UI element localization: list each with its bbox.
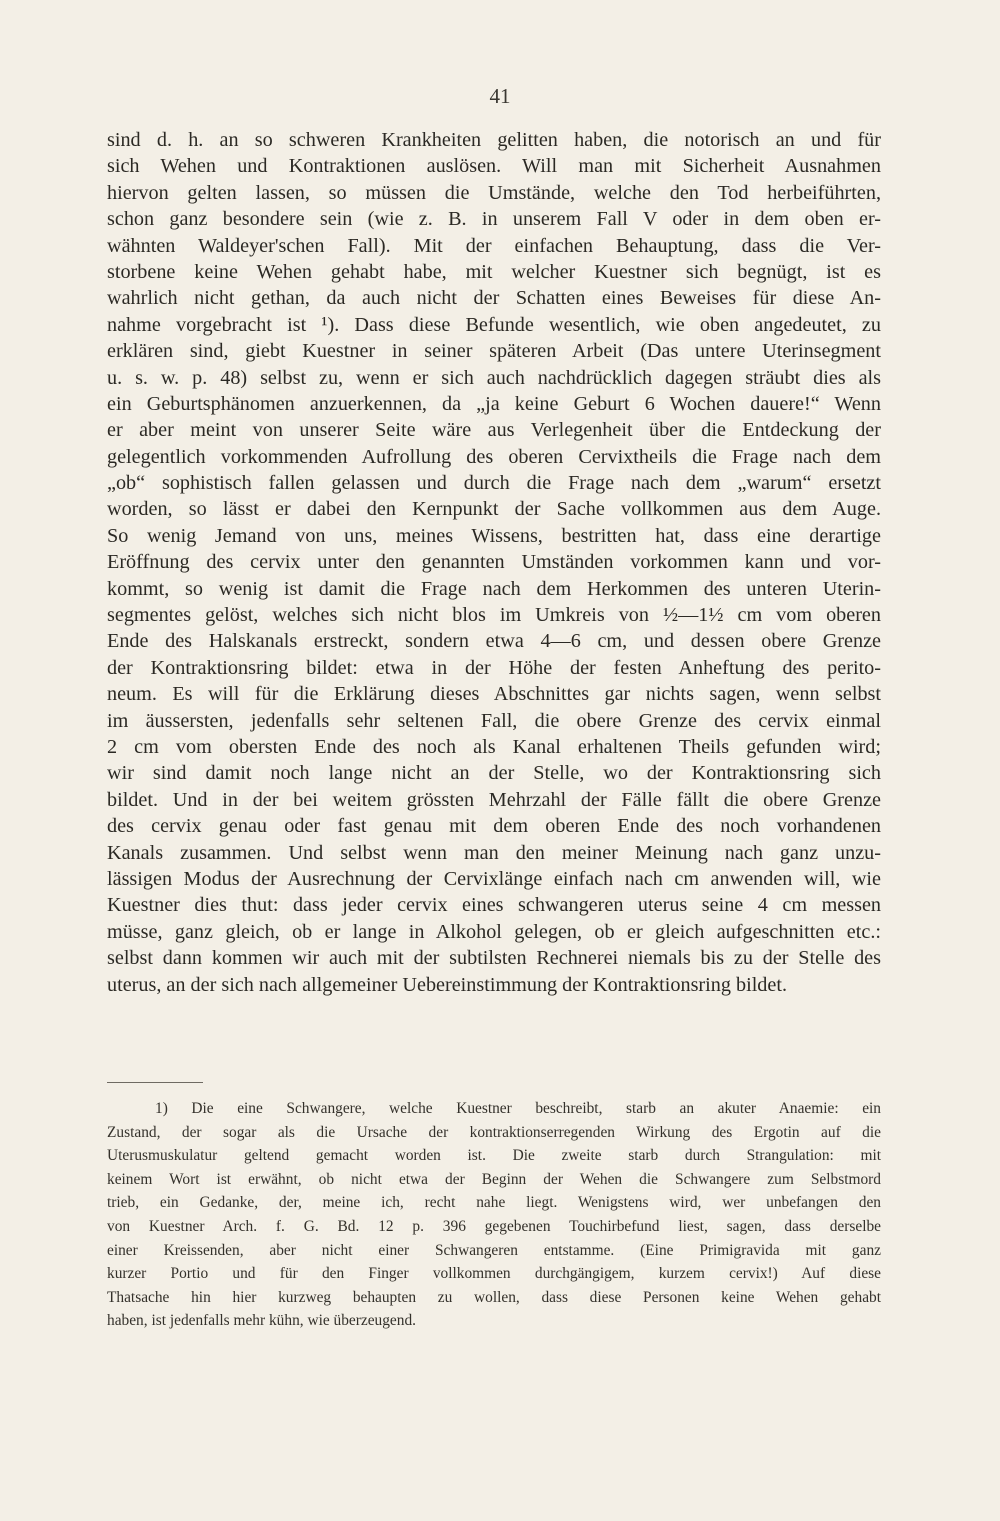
text-line: des cervix genau oder fast genau mit dem oberen Ende des noch vorhandenen xyxy=(107,815,881,838)
footnote-line: kurzer Portio und für den Finger vollkommen durchgängigem, kurzem cervix!) Auf diese xyxy=(107,1265,881,1283)
text-line: u. s. w. p. 48) selbst zu, wenn er sich auch nachdrücklich dagegen sträubt dies als xyxy=(107,366,881,389)
footnote-line: keinem Wort ist erwähnt, ob nicht etwa der Beginn der Wehen die Schwangere zum Selbstmord xyxy=(107,1170,881,1188)
text-line: selbst dann kommen wir auch mit der subtilsten Rechnerei niemals bis zu der Stelle des xyxy=(107,947,881,970)
footnote-line: trieb, ein Gedanke, der, meine ich, recht nahe liegt. Wenigstens wird, wer unbefangen den xyxy=(107,1194,881,1212)
footnote-line: Uterusmuskulatur geltend gemacht worden ist. Die zweite starb durch Strangulation: mit xyxy=(107,1147,881,1165)
text-line: müsse, ganz gleich, ob er lange in Alkohol gelegen, ob er gleich aufgeschnitten etc.: xyxy=(107,920,881,943)
footnote-line: haben, ist jedenfalls mehr kühn, wie überzeugend. xyxy=(107,1312,416,1330)
text-line: kommt, so wenig ist damit die Frage nach dem Herkommen des unteren Uterin- xyxy=(107,577,881,600)
text-line: sind d. h. an so schweren Krankheiten gelitten haben, die notorisch an und für xyxy=(107,129,881,151)
text-line: Eröffnung des cervix unter den genannten Umständen vorkommen kann und vor- xyxy=(107,551,881,574)
text-line: wahrlich nicht gethan, da auch nicht der Schatten eines Beweises für diese An- xyxy=(107,287,881,310)
footnote-separator xyxy=(107,1082,203,1083)
text-line: neum. Es will für die Erklärung dieses Abschnittes gar nichts sagen, wenn selbst xyxy=(107,683,881,706)
footnote-line: 1) Die eine Schwangere, welche Kuestner beschreibt, starb an akuter Anaemie: ein xyxy=(155,1100,881,1117)
text-line: bildet. Und in der bei weitem grössten Mehrzahl der Fälle fällt die obere Grenze xyxy=(107,788,881,811)
text-line: 2 cm vom obersten Ende des noch als Kanal erhaltenen Theils gefunden wird; xyxy=(107,735,881,758)
text-line: storbene keine Wehen gehabt habe, mit welcher Kuestner sich begnügt, ist es xyxy=(107,260,881,283)
footnote-line: Zustand, der sogar als die Ursache der kontraktionserregenden Wirkung des Ergotin auf die xyxy=(107,1123,881,1141)
text-line: wir sind damit noch lange nicht an der Stelle, wo der Kontraktionsring sich xyxy=(107,762,881,785)
footnote-line: von Kuestner Arch. f. G. Bd. 12 p. 396 gegebenen Touchirbefund liest, sagen, dass derselbe xyxy=(107,1217,881,1235)
text-line: „ob“ sophistisch fallen gelassen und durch die Frage nach dem „warum“ ersetzt xyxy=(107,472,881,495)
footnote-line: Thatsache hin hier kurzweg behaupten zu wollen, dass diese Personen keine Wehen gehabt xyxy=(107,1288,881,1306)
text-line: wähnten Waldeyer'schen Fall). Mit der einfachen Behauptung, dass die Ver- xyxy=(107,234,881,257)
text-line: nahme vorgebracht ist ¹). Dass diese Befunde wesentlich, wie oben angedeutet, zu xyxy=(107,313,881,336)
text-line: der Kontraktionsring bildet: etwa in der Höhe der festen Anheftung des perito- xyxy=(107,656,881,679)
text-line: segmentes gelöst, welches sich nicht blos im Umkreis von ½—1½ cm vom oberen xyxy=(107,604,881,627)
text-line: Kanals zusammen. Und selbst wenn man den meiner Meinung nach ganz unzu- xyxy=(107,841,881,864)
text-line: uterus, an der sich nach allgemeiner Uebereinstimmung der Kontraktionsring bildet. xyxy=(107,973,788,996)
text-line: worden, so lässt er dabei den Kernpunkt der Sache vollkommen aus dem Auge. xyxy=(107,498,881,521)
page-number: 41 xyxy=(489,84,511,108)
footnote-line: einer Kreissenden, aber nicht einer Schwangeren entstamme. (Eine Primigravida mit ganz xyxy=(107,1241,881,1259)
text-line: schon ganz besondere sein (wie z. B. in unserem Fall V oder in dem oben er- xyxy=(107,208,881,231)
text-line: im äussersten, jedenfalls sehr seltenen Fall, die obere Grenze des cervix einmal xyxy=(107,709,881,732)
body-text xyxy=(107,127,881,998)
text-line: gelegentlich vorkommenden Aufrollung des oberen Cervixtheils die Frage nach dem xyxy=(107,445,881,468)
text-line: erklären sind, giebt Kuestner in seiner späteren Arbeit (Das untere Uterinsegment xyxy=(107,340,881,363)
footnotes xyxy=(107,1097,881,1333)
text-line: lässigen Modus der Ausrechnung der Cervixlänge einfach nach cm anwenden will, wie xyxy=(107,867,881,890)
text-line: So wenig Jemand von uns, meines Wissens, bestritten hat, dass eine derartige xyxy=(107,524,881,547)
text-line: Kuestner dies thut: dass jeder cervix eines schwangeren uterus seine 4 cm messen xyxy=(107,894,881,917)
text-line: ein Geburtsphänomen anzuerkennen, da „ja keine Geburt 6 Wochen dauere!“ Wenn xyxy=(107,392,881,415)
text-line: hiervon gelten lassen, so müssen die Umstände, welche den Tod herbeiführten, xyxy=(107,181,881,204)
text-line: Ende des Halskanals erstreckt, sondern etwa 4—6 cm, und dessen obere Grenze xyxy=(107,630,881,653)
text-line: sich Wehen und Kontraktionen auslösen. Will man mit Sicherheit Ausnahmen xyxy=(107,155,881,178)
text-line: er aber meint von unserer Seite wäre aus Verlegenheit über die Entdeckung der xyxy=(107,419,881,442)
